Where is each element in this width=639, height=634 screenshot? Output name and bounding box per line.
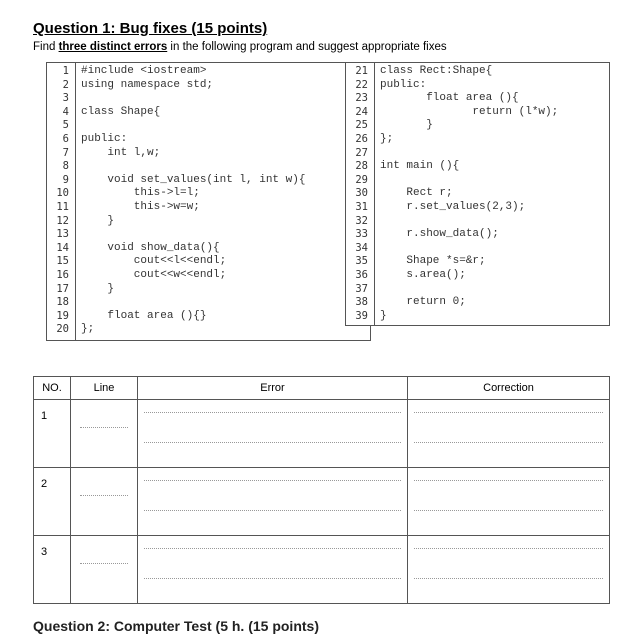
row-number: 1 (34, 400, 71, 468)
line-number: 34 (355, 241, 368, 254)
line-number: 8 (62, 160, 69, 173)
code-listing-right (345, 62, 610, 326)
code-line (346, 227, 609, 241)
line-number: 25 (355, 119, 368, 132)
correction-answer-cell[interactable] (408, 468, 610, 536)
code-line (47, 78, 370, 92)
code-text: r.show_data(); (380, 228, 499, 241)
code-text: s.area(); (380, 269, 466, 281)
line-number: 21 (355, 65, 368, 77)
code-line (47, 227, 370, 241)
code-line (47, 241, 370, 255)
row-number: 3 (34, 536, 71, 604)
question-title: Question 1: Bug fixes (15 points) (33, 20, 268, 37)
answer-blank[interactable] (80, 563, 128, 564)
line-number: 24 (355, 105, 368, 118)
code-line (47, 64, 370, 78)
code-line (346, 295, 609, 309)
code-text: return (l*w); (380, 105, 559, 118)
line-answer-cell[interactable] (71, 400, 138, 468)
line-number: 10 (56, 187, 69, 200)
code-text: r.set_values(2,3); (380, 201, 526, 213)
code-line (346, 200, 609, 214)
code-text: Rect r; (380, 187, 453, 200)
code-text: } (81, 282, 115, 295)
error-answer-cell[interactable] (138, 468, 408, 536)
code-text: this->l=l; (81, 187, 200, 200)
line-number: 27 (355, 146, 368, 159)
code-text: float area (){ (380, 92, 519, 105)
code-line (47, 309, 370, 323)
code-line (47, 118, 370, 132)
instruction-suffix: in the following program and suggest appropriate fixes (167, 41, 447, 53)
code-line (346, 105, 609, 119)
line-number: 3 (62, 92, 69, 105)
code-text: cout<<w<<endl; (81, 269, 227, 281)
code-line (47, 91, 370, 105)
code-line (346, 159, 609, 173)
code-text: } (81, 214, 115, 227)
header-correction: Correction (408, 377, 610, 400)
answer-row (34, 536, 610, 604)
line-number: 22 (355, 78, 368, 91)
code-text: } (380, 309, 387, 322)
line-number: 38 (355, 296, 368, 309)
line-number: 28 (355, 160, 368, 173)
answer-blank[interactable] (414, 548, 603, 549)
header-error: Error (138, 377, 408, 400)
line-number: 37 (355, 282, 368, 295)
line-number: 39 (355, 309, 368, 322)
code-text: using namespace std; (81, 78, 214, 91)
instruction-text (33, 41, 447, 53)
code-text: public: (380, 78, 427, 91)
code-text: void show_data(){ (81, 241, 220, 254)
code-line (346, 186, 609, 200)
code-line (47, 268, 370, 282)
code-line (346, 132, 609, 146)
code-line (47, 146, 370, 160)
code-text: int main (){ (380, 160, 460, 173)
line-number: 31 (355, 201, 368, 213)
line-number: 2 (62, 78, 69, 91)
line-number: 30 (355, 187, 368, 200)
code-line (346, 91, 609, 105)
line-number: 15 (56, 255, 69, 268)
code-text: int l,w; (81, 146, 161, 159)
code-line (346, 254, 609, 268)
line-number: 29 (355, 173, 368, 186)
answer-blank[interactable] (144, 510, 401, 511)
code-line (47, 282, 370, 296)
line-answer-cell[interactable] (71, 468, 138, 536)
answer-blank[interactable] (414, 578, 603, 579)
code-line (47, 159, 370, 173)
error-answer-cell[interactable] (138, 400, 408, 468)
code-line (346, 146, 609, 160)
line-number: 18 (56, 296, 69, 309)
line-number: 7 (62, 146, 69, 159)
code-line (346, 268, 609, 282)
code-line (47, 214, 370, 228)
answer-blank[interactable] (414, 412, 603, 413)
line-number: 26 (355, 133, 368, 145)
code-line (346, 173, 609, 187)
code-line (47, 132, 370, 146)
line-number: 36 (355, 269, 368, 281)
line-number: 33 (355, 228, 368, 241)
line-answer-cell[interactable] (71, 536, 138, 604)
code-line (346, 118, 609, 132)
line-number: 32 (355, 214, 368, 227)
line-number: 20 (56, 323, 69, 336)
line-number: 4 (62, 105, 69, 118)
code-text: class Shape{ (81, 105, 161, 118)
code-line (346, 64, 609, 78)
code-line (47, 173, 370, 187)
code-text: float area (){} (81, 309, 207, 322)
line-number: 13 (56, 228, 69, 241)
code-line (47, 105, 370, 119)
instruction-emphasis: three distinct errors (58, 41, 168, 53)
code-line (47, 186, 370, 200)
line-number: 1 (62, 65, 69, 77)
code-text: #include <iostream> (81, 65, 207, 77)
answer-blank[interactable] (80, 427, 128, 428)
line-number: 35 (355, 255, 368, 268)
answer-blank[interactable] (144, 480, 401, 481)
code-text: } (380, 119, 433, 132)
code-text: Shape *s=&r; (380, 255, 486, 268)
row-number: 2 (34, 468, 71, 536)
line-number: 6 (62, 133, 69, 145)
answer-row (34, 468, 610, 536)
code-line (346, 309, 609, 323)
error-answer-cell[interactable] (138, 536, 408, 604)
code-line (346, 241, 609, 255)
answer-blank[interactable] (144, 548, 401, 549)
header-no: NO. (34, 377, 71, 400)
answer-table (33, 376, 610, 604)
code-text: class Rect:Shape{ (380, 65, 493, 77)
code-text: }; (380, 133, 394, 145)
instruction-prefix: Find (33, 41, 59, 53)
line-number: 14 (56, 241, 69, 254)
line-number: 17 (56, 282, 69, 295)
code-text: }; (81, 323, 95, 336)
next-question-partial: Question 2: Computer Test (5 h. (15 points) (33, 618, 319, 634)
answer-table-header (34, 377, 610, 400)
header-line: Line (71, 377, 138, 400)
answer-blank[interactable] (414, 480, 603, 481)
answer-blank[interactable] (414, 510, 603, 511)
code-line (346, 214, 609, 228)
answer-blank[interactable] (144, 412, 401, 413)
code-text: public: (81, 133, 128, 145)
line-number: 12 (56, 214, 69, 227)
code-text: void set_values(int l, int w){ (81, 173, 306, 186)
line-number: 5 (62, 119, 69, 132)
code-line (47, 322, 370, 336)
code-line (47, 295, 370, 309)
line-number: 9 (62, 173, 69, 186)
code-line (47, 200, 370, 214)
code-line (346, 78, 609, 92)
code-text: return 0; (380, 296, 466, 309)
correction-answer-cell[interactable] (408, 536, 610, 604)
answer-blank[interactable] (80, 495, 128, 496)
answer-blank[interactable] (144, 578, 401, 579)
line-number: 23 (355, 92, 368, 105)
line-number: 16 (56, 269, 69, 281)
answer-blank[interactable] (414, 442, 603, 443)
code-text: this->w=w; (81, 201, 200, 213)
code-line (346, 282, 609, 296)
code-text: cout<<l<<endl; (81, 255, 227, 268)
line-number: 19 (56, 309, 69, 322)
answer-row (34, 400, 610, 468)
answer-blank[interactable] (144, 442, 401, 443)
correction-answer-cell[interactable] (408, 400, 610, 468)
line-number: 11 (56, 201, 69, 213)
code-line (47, 254, 370, 268)
code-listing-left (46, 62, 371, 341)
